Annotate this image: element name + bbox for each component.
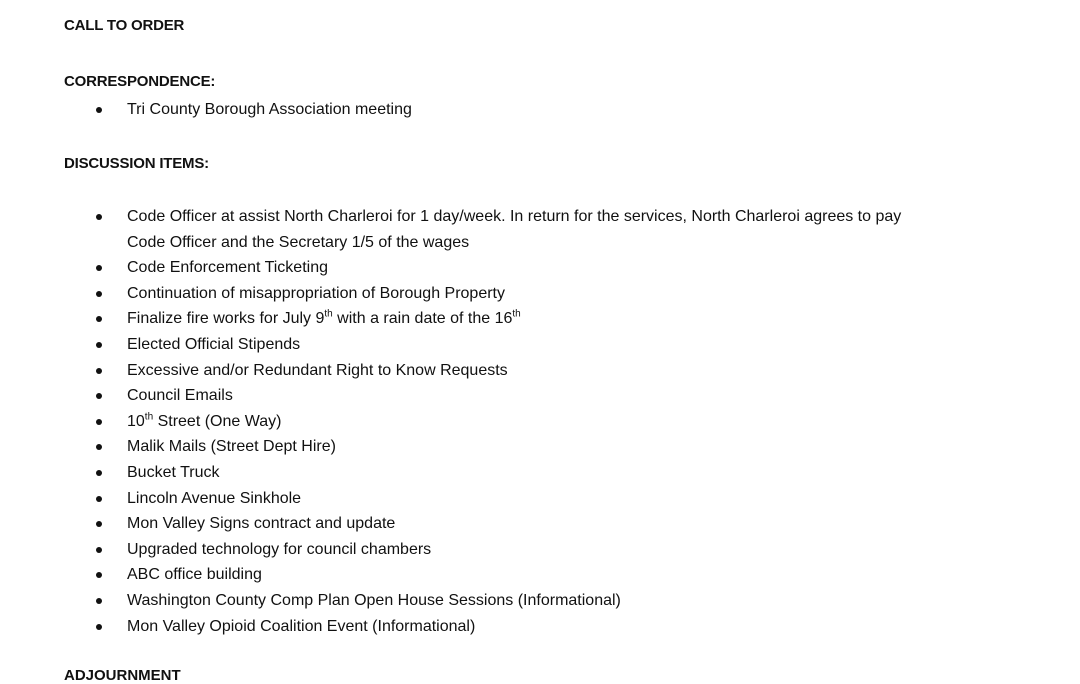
bullet-icon [96,624,102,630]
bullet-icon [96,291,102,297]
bullet-icon [96,521,102,527]
list-item [64,614,901,640]
bullet-icon [96,496,102,502]
list-item [64,434,901,460]
adjournment-heading-partial: ADJOURNMENT [64,667,181,684]
list-item-text: Elected Official Stipends [127,335,301,353]
list-item [64,306,901,332]
bullet-icon [96,214,102,220]
superscript: th [324,309,333,321]
list-item-text-continued: Code Officer and the Secretary 1/5 of the wages [127,233,470,251]
list-item [64,486,901,512]
list-item [64,460,901,486]
bullet-icon [96,598,102,604]
discussion-items-list [64,204,901,639]
list-item-text: Continuation of misappropriation of Borough Property [127,284,505,302]
list-item-text: Finalize fire works for July 9 [127,310,325,328]
call-to-order-heading: CALL TO ORDER [64,17,185,34]
list-item-text: Mon Valley Opioid Coalition Event (Informational) [127,617,476,635]
list-item [64,97,412,123]
list-item-text: Bucket Truck [127,463,220,481]
correspondence-heading: CORRESPONDENCE: [64,73,216,90]
list-item [64,409,901,435]
list-item [64,204,901,255]
bullet-icon [96,107,102,113]
list-item-text: ABC office building [127,566,262,584]
bullet-icon [96,419,102,425]
list-item-text-cont: with a rain date of the 16 [332,310,513,328]
list-item [64,383,901,409]
list-item-text-cont: Street (One Way) [153,412,282,430]
list-item-text: Malik Mails (Street Dept Hire) [127,438,336,456]
superscript: th [512,309,521,321]
list-item-text: Code Enforcement Ticketing [127,259,328,277]
list-item-text: 10 [127,412,145,430]
list-item-text: Upgraded technology for council chambers [127,540,432,558]
discussion-items-heading: DISCUSSION ITEMS: [64,155,209,172]
bullet-icon [96,547,102,553]
bullet-icon [96,342,102,348]
list-item [64,358,901,384]
superscript: th [144,411,154,423]
bullet-icon [96,393,102,399]
bullet-icon [96,368,102,374]
list-item [64,588,901,614]
list-item [64,281,901,307]
bullet-icon [96,444,102,450]
list-item-text: Mon Valley Signs contract and update [127,515,396,533]
correspondence-list [64,97,412,123]
list-item [64,511,901,537]
list-item [64,255,901,281]
list-item-text: Washington County Comp Plan Open House Sessions (Informational) [127,591,621,609]
list-item-text: Council Emails [127,387,233,405]
list-item-text: Code Officer at assist North Charleroi for 1 day/week. In return for the services, North Charleroi agrees to pay [127,208,902,225]
list-item-text: Lincoln Avenue Sinkhole [127,489,302,507]
bullet-icon [96,265,102,271]
list-item-text: Tri County Borough Association meeting [127,101,412,118]
list-item-text: Excessive and/or Redundant Right to Know Requests [127,361,508,379]
list-item [64,562,901,588]
list-item [64,537,901,563]
list-item [64,332,901,358]
bullet-icon [96,572,102,578]
bullet-icon [96,470,102,476]
bullet-icon [96,316,102,322]
